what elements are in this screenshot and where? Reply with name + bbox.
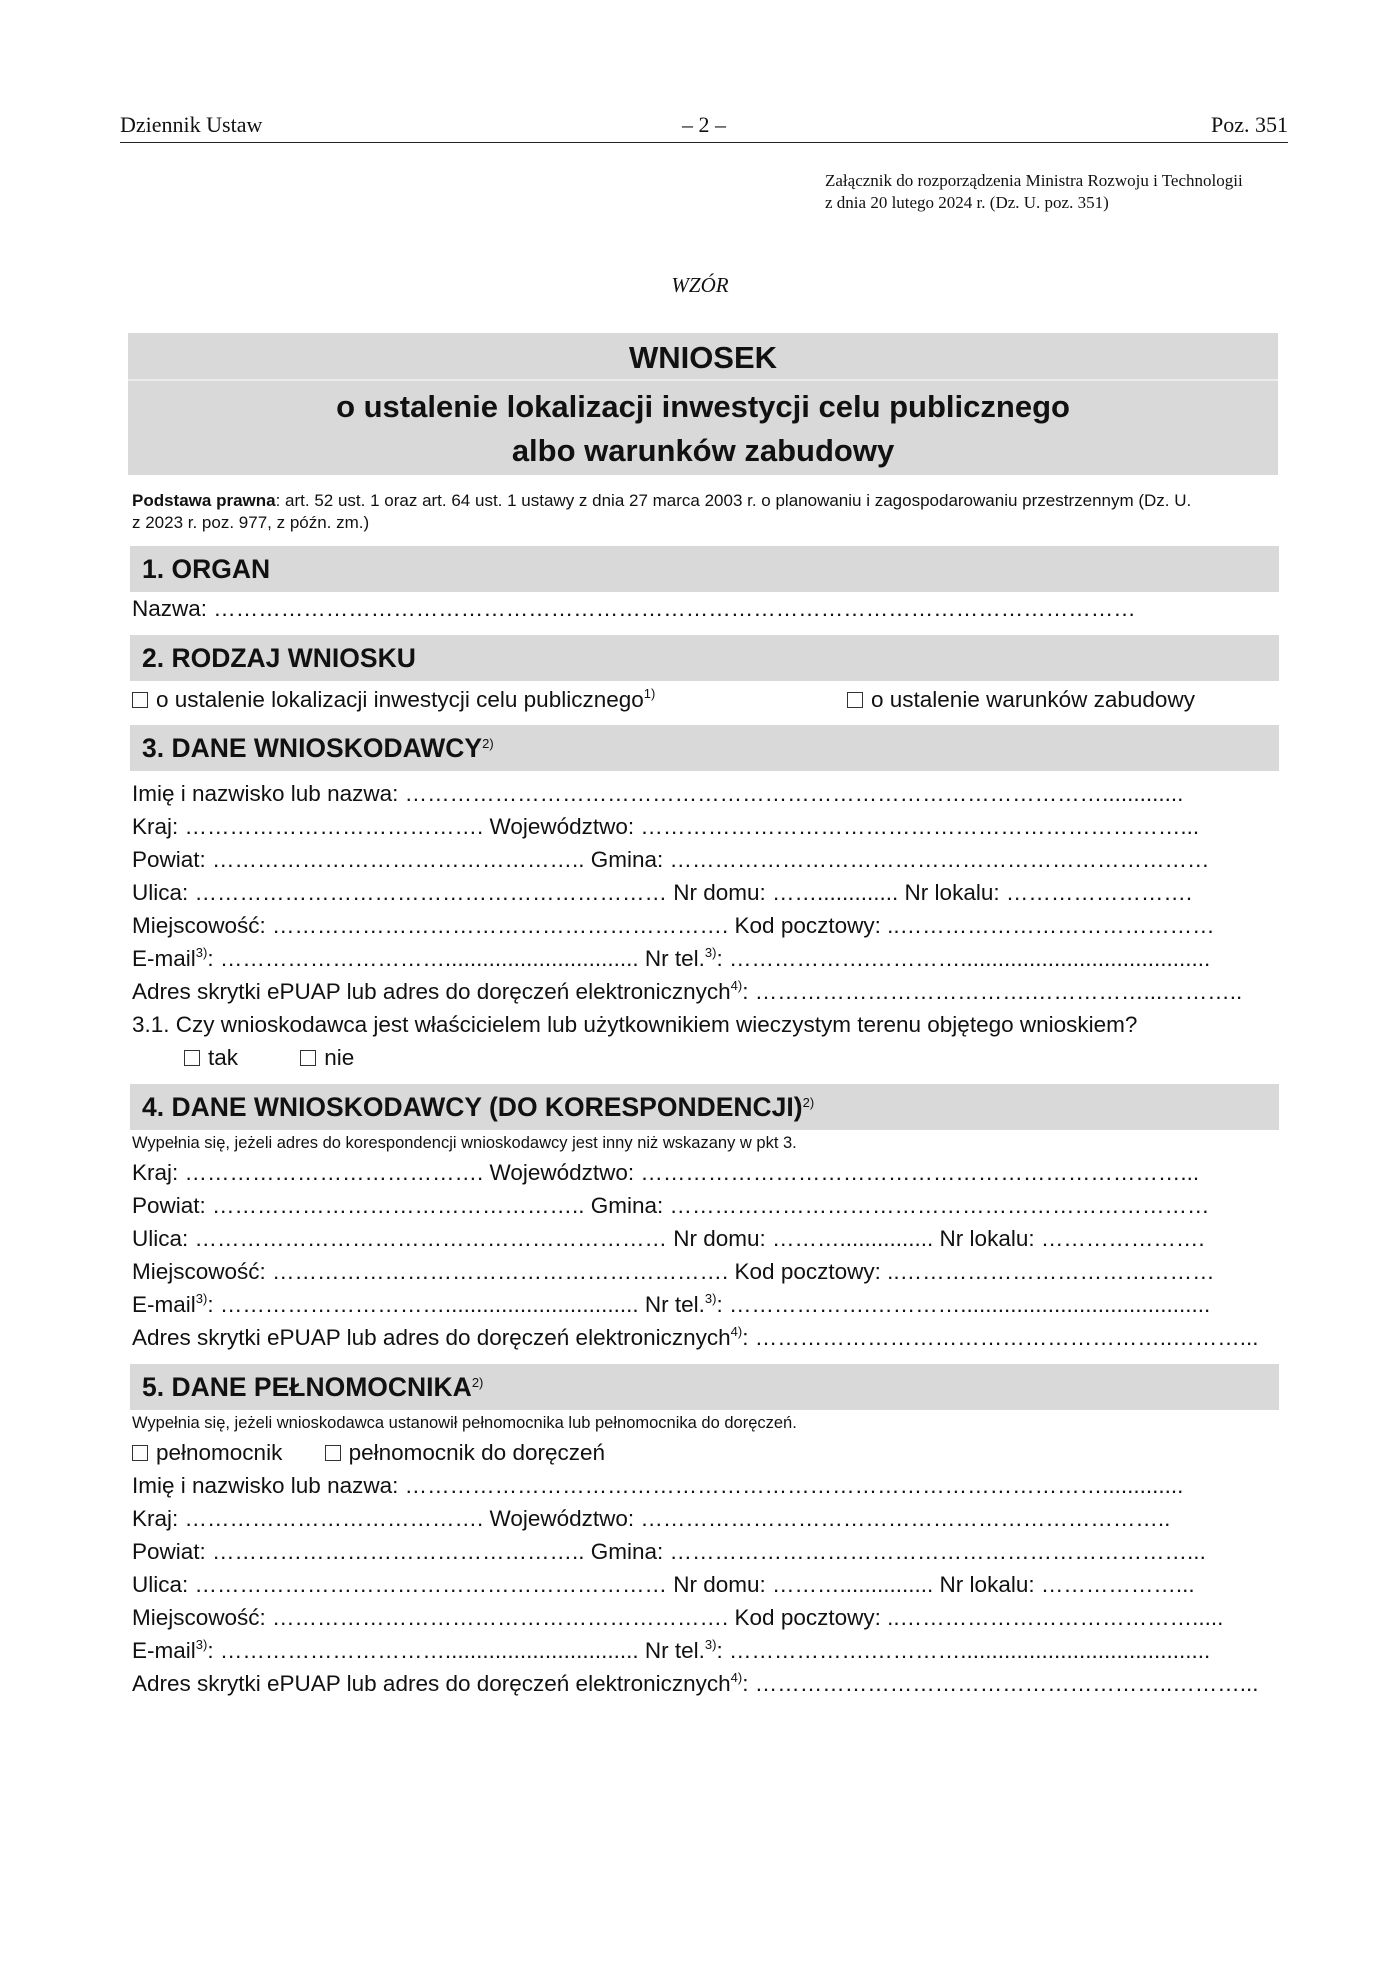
checkbox-icon[interactable] — [325, 1445, 341, 1461]
section-request-type-header: 2. RODZAJ WNIOSKU — [130, 635, 1279, 681]
page-number: – 2 – — [682, 112, 726, 137]
applicant-city-field[interactable]: Miejscowość: ……………………………………………………. Kod pocztowy: ..…………………………………… — [132, 913, 1215, 938]
proxy-city-field[interactable]: Miejscowość: ……………………………………………………. Kod pocztowy: ..…………………………………..... — [132, 1605, 1224, 1630]
option-proxy-delivery[interactable]: pełnomocnik do doręczeń — [325, 1440, 605, 1465]
applicant-street-field[interactable]: Ulica: ……………………………………………………… Nr domu: ……............. Nr lokalu: ……………………. — [132, 880, 1193, 905]
form-subtitle-line-2: albo warunków zabudowy — [511, 433, 895, 468]
position-number: Poz. 351 — [1211, 112, 1288, 137]
option-yes[interactable]: tak — [184, 1045, 238, 1070]
request-type-options — [132, 681, 1277, 719]
option-no[interactable]: nie — [300, 1045, 354, 1070]
checkbox-icon[interactable] — [132, 692, 148, 708]
correspondence-note: Wypełnia się, jeżeli adres do korespondencji wnioskodawcy jest inny niż wskazany w pkt 3. — [132, 1134, 797, 1152]
proxy-email-field[interactable]: E-mail$^{3)}$: …………………………............................... Nr tel.$^{3)}$: ……………….…………........................................ — [132, 1637, 1211, 1663]
form-title-box — [128, 333, 1278, 475]
corr-email-field[interactable]: E-mail$^{3)}$: …………………………............................... Nr tel.$^{3)}$: ……………….…………........................................ — [132, 1291, 1211, 1317]
applicant-name-field[interactable]: Imię i nazwisko lub nazwa: …………………………………………………………………………………............. — [132, 781, 1184, 806]
ownership-options — [132, 1041, 1277, 1074]
organ-name-field[interactable]: Nazwa: …………………………………………………………………………………………………………… — [132, 596, 1136, 621]
section-organ-header: 1. ORGAN — [130, 546, 1279, 592]
legal-basis-label: Podstawa prawna — [132, 491, 276, 510]
applicant-country-field[interactable]: Kraj: …………………………………. Województwo: ………………………………………………………………... — [132, 814, 1200, 839]
option-building-conditions[interactable]: o ustalenie warunków zabudowy — [847, 681, 1195, 719]
corr-country-field[interactable]: Kraj: …………………………………. Województwo: ………………………………………………………………... — [132, 1160, 1200, 1185]
section-correspondence-header: 4. DANE WNIOSKODAWCY (DO KORESPONDENCJI)$^{2)}$ — [130, 1084, 1279, 1130]
legal-basis-text-2: z 2023 r. poz. 977, z późn. zm.) — [132, 513, 370, 532]
journal-name: Dziennik Ustaw — [120, 112, 263, 137]
proxy-name-field[interactable]: Imię i nazwisko lub nazwa: …………………………………………………………………………………............. — [132, 1473, 1184, 1498]
section-applicant-header: 3. DANE WNIOSKODAWCY$^{2)}$ — [130, 725, 1279, 771]
checkbox-icon[interactable] — [300, 1050, 316, 1066]
section-proxy-header: 5. DANE PEŁNOMOCNIKA$^{2)}$ — [130, 1364, 1279, 1410]
proxy-type-options — [132, 1436, 1277, 1469]
template-label: WZÓR — [671, 273, 729, 297]
annex-note — [825, 170, 1243, 214]
applicant-email-field[interactable]: E-mail$^{3)}$: …………………………............................... Nr tel.$^{3)}$: ……………….…………........................................ — [132, 945, 1211, 971]
checkbox-icon[interactable] — [847, 692, 863, 708]
annex-line-1: Załącznik do rozporządzenia Ministra Rozwoju i Technologii — [825, 171, 1243, 190]
proxy-country-field[interactable]: Kraj: …………………………………. Województwo: …………………………………………………………….. — [132, 1506, 1171, 1531]
checkbox-icon[interactable] — [132, 1445, 148, 1461]
proxy-district-field[interactable]: Powiat: ………………………………………….. Gmina: ……………………………………………………………... — [132, 1539, 1206, 1564]
form-subtitle-line-1: o ustalenie lokalizacji inwestycji celu publicznego — [336, 389, 1070, 424]
corr-district-field[interactable]: Powiat: ………………………………………….. Gmina: ……………………………………………………………… — [132, 1193, 1210, 1218]
corr-street-field[interactable]: Ulica: ……………………………………………………… Nr domu: ………............... Nr lokalu: …………………. — [132, 1226, 1205, 1251]
checkbox-icon[interactable] — [184, 1050, 200, 1066]
form-title: WNIOSEK — [128, 333, 1278, 381]
option-proxy[interactable]: pełnomocnik — [132, 1440, 282, 1465]
running-header — [120, 110, 1288, 143]
form-content — [132, 490, 1277, 1700]
applicant-epuap-field[interactable]: Adres skrytki ePUAP lub adres do doręczeń elektronicznych$^{4)}$: ……………………………….……………...……….. — [132, 978, 1243, 1004]
annex-line-2: z dnia 20 lutego 2024 r. (Dz. U. poz. 351) — [825, 193, 1109, 212]
proxy-note: Wypełnia się, jeżeli wnioskodawca ustanowił pełnomocnika lub pełnomocnika do doręczeń. — [132, 1414, 797, 1432]
legal-basis — [132, 490, 1277, 534]
ownership-question: 3.1. Czy wnioskodawca jest właścicielem lub użytkownikiem wieczystym terenu objętego wnioskiem? — [132, 1012, 1138, 1037]
proxy-street-field[interactable]: Ulica: ……………………………………………………… Nr domu: ………............... Nr lokalu: ………………... — [132, 1572, 1195, 1597]
proxy-epuap-field[interactable]: Adres skrytki ePUAP lub adres do doręczeń elektronicznych$^{4)}$: ………………………………………………..………... — [132, 1670, 1259, 1696]
legal-basis-text: : art. 52 ust. 1 oraz art. 64 ust. 1 ustawy z dnia 27 marca 2003 r. o planowaniu i zagospodarowaniu przestrzennym (Dz. U. — [275, 491, 1192, 510]
option-public-purpose[interactable]: o ustalenie lokalizacji inwestycji celu publicznego$^{1)}$ — [132, 687, 655, 712]
corr-city-field[interactable]: Miejscowość: ……………………………………………………. Kod pocztowy: ..…………………………………… — [132, 1259, 1215, 1284]
form-subtitle — [128, 381, 1278, 475]
applicant-district-field[interactable]: Powiat: ………………………………………….. Gmina: ……………………………………………………………… — [132, 847, 1210, 872]
corr-epuap-field[interactable]: Adres skrytki ePUAP lub adres do doręczeń elektronicznych$^{4)}$: ………………………………………………..………... — [132, 1324, 1259, 1350]
